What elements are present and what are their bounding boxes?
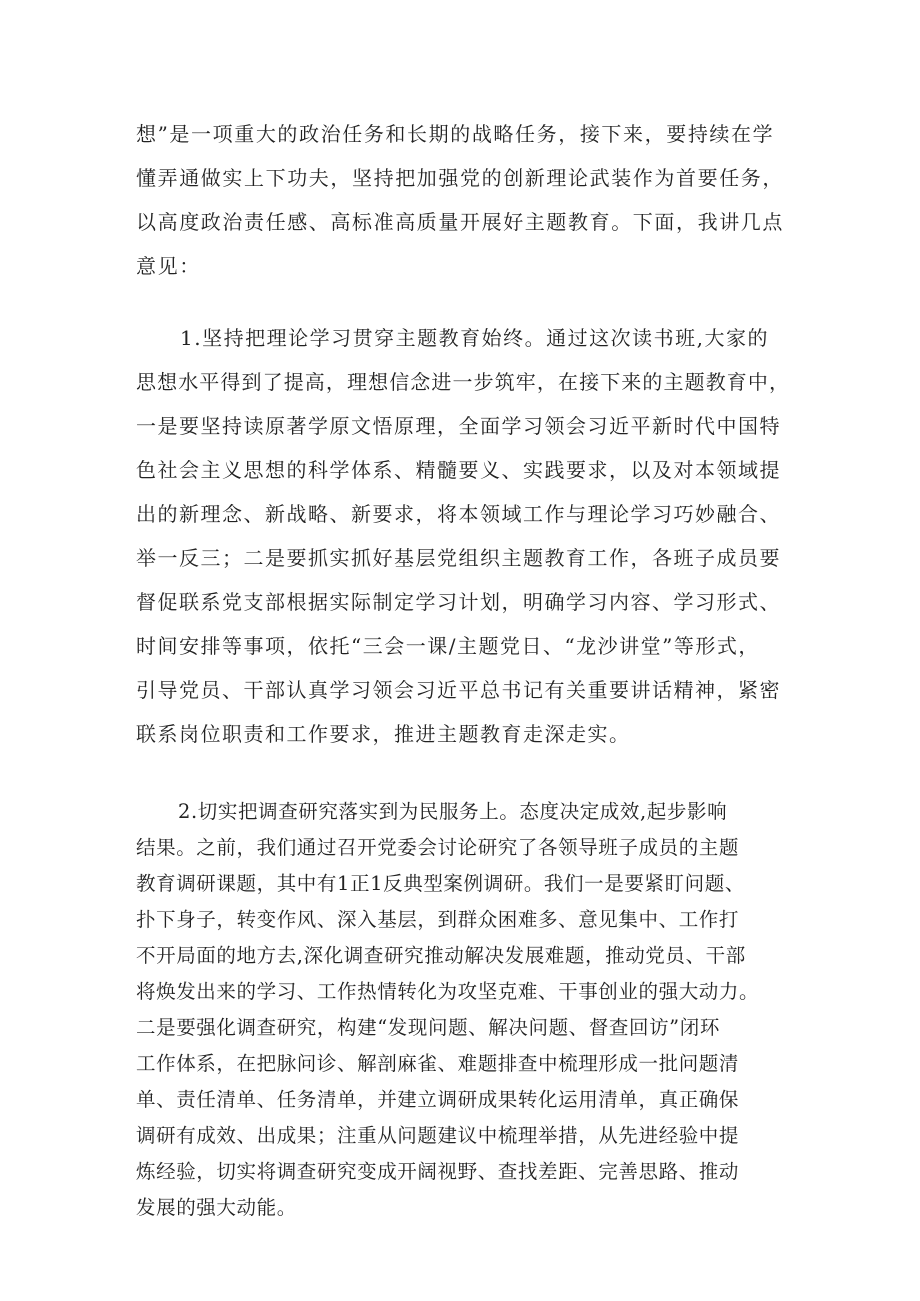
text-line: 1.坚持把理论学习贯穿主题教育始终。通过这次读书班,大家的 [180,326,769,350]
text-line: 工作体系，在把脉问诊、解剖麻雀、难题排查中梳理形成一批问题清 [136,1052,740,1075]
text-line: 出的新理念、新战略、新要求，将本领域工作与理论学习巧妙融合、 [136,502,781,526]
text-line: 结果。之前，我们通过召开党委会讨论研究了各领导班子成员的主题 [136,836,740,859]
text-line: 举一反三；二是要抓实抓好基层党组织主题教育工作，各班子成员要 [136,546,781,570]
text-line: 将焕发出来的学习、工作热情转化为攻坚克难、干事创业的强大动力。 [136,980,760,1003]
text-line: 扑下身子，转变作风、深入基层，到群众困难多、意见集中、工作打 [136,908,740,931]
text-line: 懂弄通做实上下功夫，坚持把加强党的创新理论武装作为首要任务， [136,166,784,190]
text-line: 思想水平得到了提高，理想信念进一步筑牢，在接下来的主题教育中， [136,370,791,394]
text-line: 2.切实把调查研究落实到为民服务上。态度决定成效,起步影响 [178,800,728,823]
text-line: 色社会主义思想的科学体系、精髓要义、实践要求，以及对本领域提 [136,458,781,482]
text-line: 时间安排等事项，依托“三会一课/主题党日、“龙沙讲堂”等形式， [136,634,760,658]
text-line: 引导党员、干部认真学习领会习近平总书记有关重要讲话精神，紧密 [136,678,781,702]
text-line: 一是要坚持读原著学原文悟原理，全面学习领会习近平新时代中国特 [136,414,781,438]
text-line: 想”是一项重大的政治任务和长期的战略任务，接下来，要持续在学 [136,122,775,146]
text-line: 单、责任清单、任务清单，并建立调研成果转化运用清单，真正确保 [136,1088,740,1111]
text-line: 联系岗位职责和工作要求，推进主题教育走深走实。 [136,722,631,746]
text-line: 不开局面的地方去,深化调查研究推动解决发展难题，推动党员、干部 [136,944,746,967]
text-line: 炼经验，切实将调查研究变成开阔视野、查找差距、完善思路、推动 [136,1160,740,1183]
text-line: 以高度政治责任感、高标准高质量开展好主题教育。下面，我讲几点 [136,210,784,234]
text-line: 二是要强化调查研究，构建“发现问题、解决问题、督查回访”闭环 [136,1016,720,1039]
text-line: 调研有成效、出成果；注重从问题建议中梳理举措，从先进经验中提 [136,1124,740,1147]
text-line: 督促联系党支部根据实际制定学习计划，明确学习内容、学习形式、 [136,590,781,614]
text-line: 发展的强大动能。 [136,1196,297,1219]
text-line: 教育调研课题，其中有1正1反典型案例调研。我们一是要紧盯问题、 [136,872,745,895]
text-line: 意见： [136,254,201,278]
